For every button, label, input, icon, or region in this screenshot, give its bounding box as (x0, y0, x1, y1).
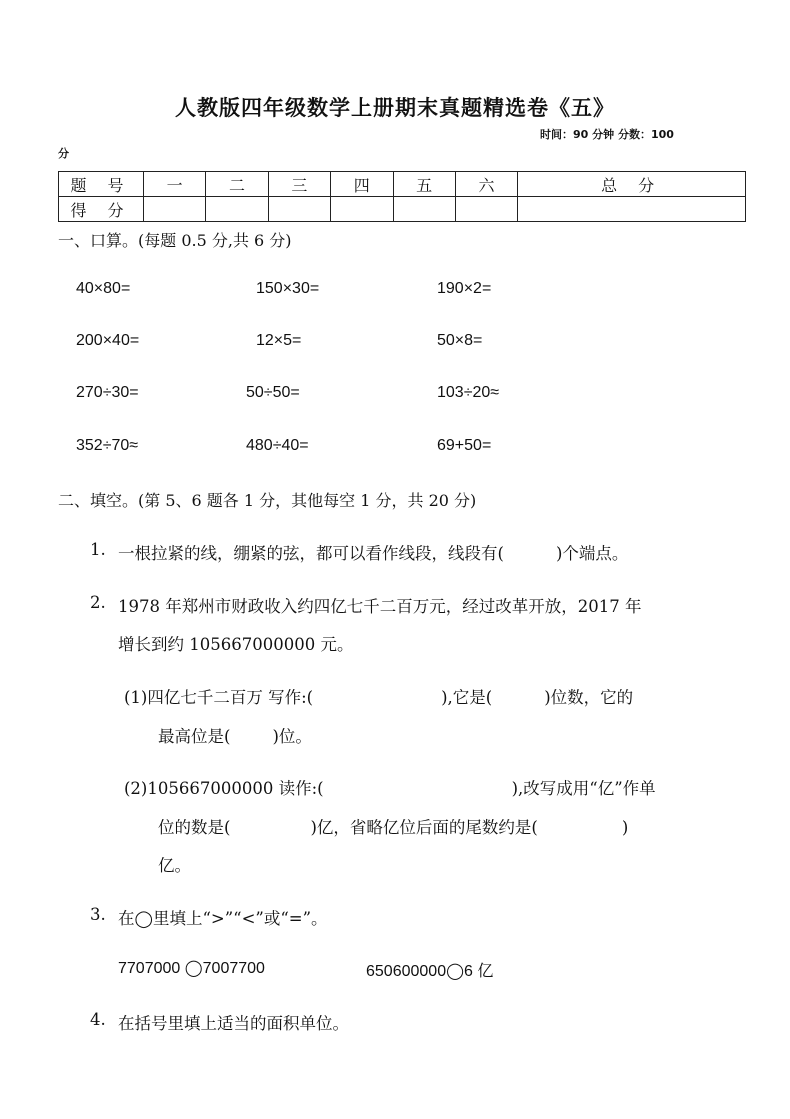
calc-item: 352÷70≈ (76, 437, 139, 454)
question-2-2-line2c: ) (621, 818, 629, 837)
question-number: 3. (90, 905, 106, 924)
exam-meta: 时间：90 分钟 分数：100 (540, 128, 674, 141)
compare-circle[interactable]: ◯ (184, 960, 203, 977)
calc-item: 12×5= (256, 332, 302, 349)
calc-item: 150×30= (256, 280, 320, 297)
question-2-2-line3: 亿。 (158, 856, 191, 875)
compare-item-2 (366, 958, 493, 981)
question-1-text-a: 一根拉紧的线，绷紧的弦，都可以看作线段，线段有( (118, 544, 504, 563)
question-2-1-a: (1)四亿七千二百万 写作:( (124, 688, 314, 707)
question-number: 1. (90, 540, 106, 559)
calc-item: 50×8= (437, 332, 483, 349)
score-cell: 五 (393, 172, 455, 197)
calc-item: 69+50= (437, 437, 492, 454)
calc-item: 190×2= (437, 280, 492, 297)
calc-item: 270÷30= (76, 384, 139, 401)
compare-right: 7007700 (202, 960, 265, 977)
score-table-score-row (59, 197, 746, 222)
score-cell: 总 分 (518, 172, 746, 197)
score-cell (518, 197, 746, 222)
question-1-text-b: )个端点。 (555, 544, 629, 563)
score-cell: 得 分 (59, 197, 144, 222)
question-2-2-line2b: )亿，省略亿位后面的尾数约是( (310, 818, 538, 837)
question-2-2-line2a: 位的数是( (158, 818, 231, 837)
calc-item: 103÷20≈ (437, 384, 500, 401)
compare-right: 6 亿 (464, 963, 494, 980)
score-cell: 一 (144, 172, 206, 197)
score-cell (144, 197, 206, 222)
calc-item: 200×40= (76, 332, 140, 349)
exam-meta-wrap: 分 (58, 147, 69, 160)
question-number: 2. (90, 593, 106, 612)
calc-item: 40×80= (76, 280, 131, 297)
score-cell (455, 197, 517, 222)
score-cell (393, 197, 455, 222)
question-2-line2: 增长到约 105667000000 元。 (118, 635, 354, 654)
calc-item: 50÷50= (246, 384, 300, 401)
question-2-1-line1 (124, 684, 633, 708)
score-cell (268, 197, 330, 222)
compare-circle[interactable]: ◯ (446, 963, 464, 980)
compare-left: 650600000 (366, 963, 447, 980)
compare-left: 7707000 (118, 960, 185, 977)
question-1-text (118, 540, 628, 564)
score-cell: 三 (268, 172, 330, 197)
question-2-2-line2 (158, 814, 628, 838)
section1-heading: 一、口算。(每题 0.5 分,共 6 分) (58, 231, 292, 250)
score-table-header-row (59, 172, 746, 197)
question-2-1-line2b: )位。 (272, 727, 312, 746)
score-cell: 四 (331, 172, 393, 197)
question-4-text: 在括号里填上适当的面积单位。 (118, 1014, 349, 1033)
compare-item-1 (118, 958, 265, 978)
section2-heading: 二、填空。(第 5、6 题各 1 分，其他每空 1 分，共 20 分) (58, 491, 477, 510)
calc-item: 480÷40= (246, 437, 309, 454)
question-2-line1: 1978 年郑州市财政收入约四亿七千二百万元，经过改革开放，2017 年 (118, 597, 642, 616)
score-table (58, 171, 746, 222)
question-2-2-b: ),改写成用“亿”作单 (511, 779, 656, 798)
question-2-1-line2a: 最高位是( (158, 727, 231, 746)
question-2-2-line1 (124, 775, 656, 799)
question-2-1-line2 (158, 723, 312, 747)
question-3-text: 在◯里填上“>”“<”或“=”。 (118, 909, 328, 928)
question-number: 4. (90, 1010, 106, 1029)
score-cell (331, 197, 393, 222)
score-cell: 题 号 (59, 172, 144, 197)
score-cell: 六 (455, 172, 517, 197)
question-2-1-b: ),它是( (441, 688, 493, 707)
score-cell: 二 (206, 172, 268, 197)
score-cell (206, 197, 268, 222)
page-title: 人教版四年级数学上册期末真题精选卷《五》 (175, 96, 615, 120)
question-2-1-c: )位数，它的 (544, 688, 634, 707)
question-2-2-a: (2)105667000000 读作:( (124, 779, 324, 798)
